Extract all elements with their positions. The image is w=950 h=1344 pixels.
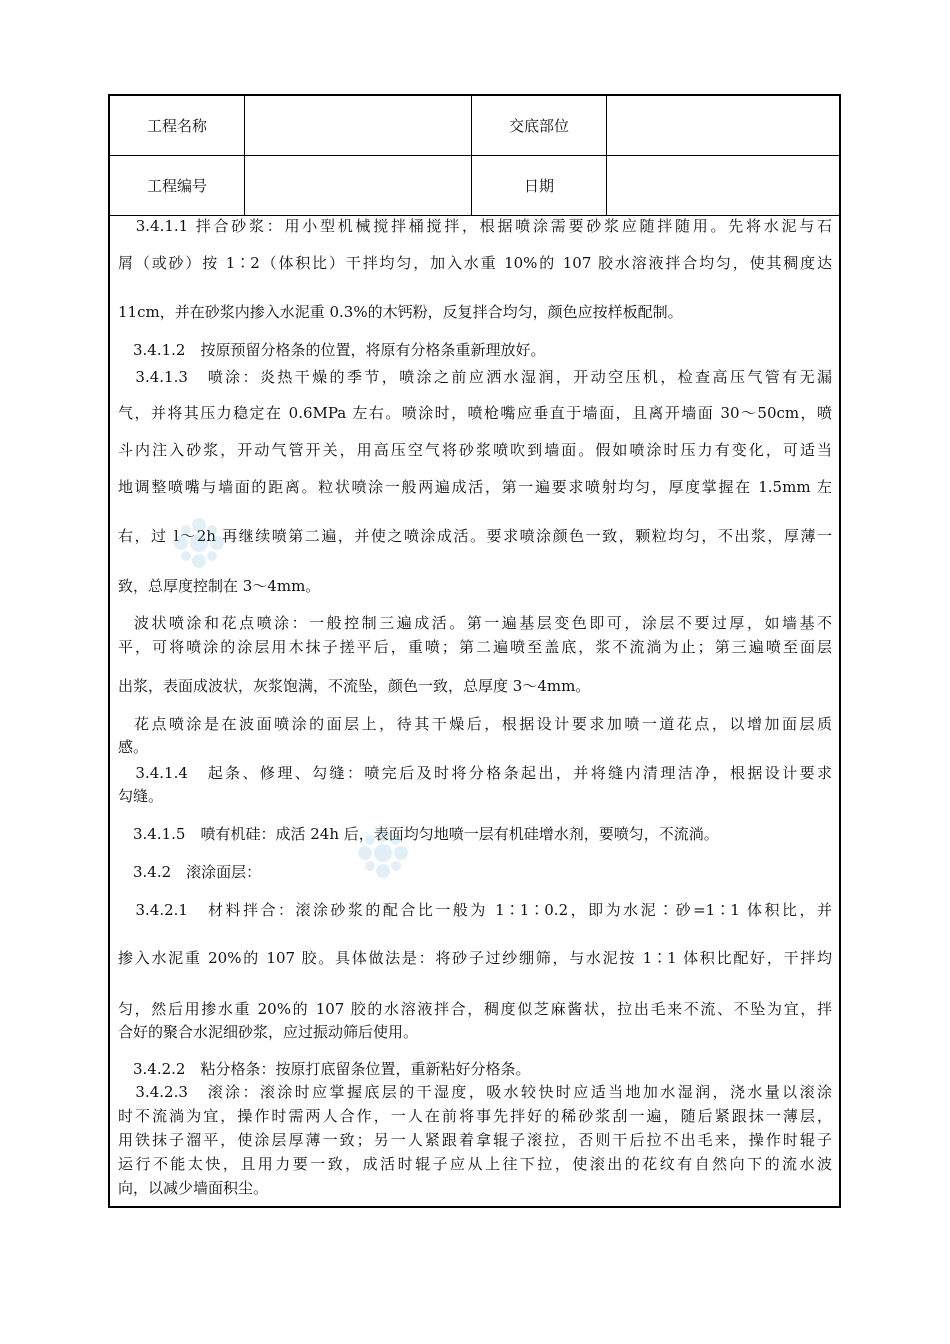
- body-line: 3.4.1.4 起条、修理、勾缝：喷完后及时将分格条起出，并将缝内清理洁净，根据设计要求: [118, 764, 832, 782]
- body-line: 平，可将喷涂的涂层用木抹子搓平后，重喷；第二遍喷至盖底，浆不流淌为止；第三遍喷至面层: [118, 638, 832, 656]
- body-line: 3.4.2.2 粘分格条：按原打底留条位置，重新粘好分格条。: [118, 1060, 531, 1078]
- body-line: 花点喷涂是在波面喷涂的面层上，待其干燥后，根据设计要求加喷一道花点，以增加面层质: [134, 715, 832, 733]
- body-line: 3.4.1.5 喷有机硅：成活 24h 后，表面均匀地喷一层有机硅增水剂，要喷匀，不流淌。: [118, 825, 719, 843]
- body-line: 气，并将其压力稳定在 0.6MPa 左右。喷涂时，喷枪嘴应垂直于墙面，且离开墙面 30～50cm，喷: [118, 404, 832, 422]
- disclosure-form: [108, 94, 841, 1208]
- body-line: 波状喷涂和花点喷涂：一般控制三遍成活。第一遍基层变色即可，涂层不要过厚，如墙基不: [134, 614, 832, 632]
- header-row-2: [110, 155, 839, 216]
- body-line: 出浆，表面成波状，灰浆饱满，不流坠，颜色一致，总厚度 3～4mm。: [118, 677, 591, 695]
- body-line: 用铁抹子溜平，使涂层厚薄一致；另一人紧跟着拿辊子滚拉，否则干后拉不出毛来，操作时辊子: [118, 1131, 832, 1149]
- body-line: 时不流淌为宜，操作时需两人合作，一人在前将事先拌好的稀砂浆刮一遍，随后紧跟抹一薄层，: [118, 1107, 832, 1125]
- body-line: 地调整喷嘴与墙面的距离。粒状喷涂一般两遍成活，第一遍要求喷射均匀，厚度掌握在 1.5mm 左: [118, 478, 832, 496]
- body-line: 勾缝。: [118, 787, 164, 805]
- date-value: [607, 155, 839, 215]
- body-line: 斗内注入砂浆，开动气管开关，用高压空气将砂浆喷吹到墙面。假如喷涂时压力有变化，可适当: [118, 441, 832, 459]
- body-line: 3.4.1.2 按原预留分格条的位置，将原有分格条重新理放好。: [118, 341, 546, 359]
- project-no-value: [245, 155, 472, 215]
- body-line: 感。: [118, 738, 149, 756]
- body-line: 掺入水泥重 20%的 107 胶。具体做法是：将砂子过纱绷筛，与水泥按 1∶1 体积比配好，干拌均: [118, 949, 832, 967]
- body-line: 匀，然后用掺水重 20%的 107 胶的水溶液拌合，稠度似芝麻酱状，拉出毛来不流、不坠为宜，拌: [118, 1000, 832, 1018]
- body-line: 右，过 l～2h 再继续喷第二遍，并使之喷涂成活。要求喷涂颜色一致，颗粒均匀，不出浆，厚薄一: [118, 527, 832, 545]
- body-line: 3.4.2.1 材料拌合：滚涂砂浆的配合比一般为 1∶1∶0.2，即为水泥∶砂=1∶1 体积比，并: [118, 901, 832, 919]
- project-name-label: 工程名称: [110, 96, 245, 155]
- body-line: 11cm，并在砂浆内掺入水泥重 0.3%的木钙粉，反复拌合均匀，颜色应按样板配制。: [118, 303, 683, 321]
- project-name-value: [245, 96, 472, 155]
- body-line: 致，总厚度控制在 3～4mm。: [118, 577, 321, 595]
- body-line: 3.4.2.3 滚涂：滚涂时应掌握底层的干湿度，吸水较快时应适当地加水湿润，浇水量以滚涂: [118, 1083, 832, 1101]
- header-row-1: [110, 96, 839, 156]
- date-label: 日期: [472, 155, 607, 215]
- body-line: 合好的聚合水泥细砂浆，应过振动筛后使用。: [118, 1023, 419, 1041]
- snowflake-watermark-icon: [172, 516, 226, 570]
- body-line: 3.4.1.1 拌合砂浆：用小型机械搅拌桶搅拌，根据喷涂需要砂浆应随拌随用。先将水泥与石: [118, 217, 832, 235]
- body-line: 屑（或砂）按 1∶2（体积比）干拌均匀，加入水重 10%的 107 胶水溶液拌合均匀，使其稠度达: [118, 254, 832, 272]
- body-line: 3.4.2 滚涂面层：: [118, 863, 262, 881]
- location-label: 交底部位: [472, 96, 607, 155]
- body-line: 3.4.1.3 喷涂：炎热干燥的季节，喷涂之前应洒水湿润，开动空压机，检查高压气管有无漏: [118, 368, 832, 386]
- snowflake-watermark-icon: [356, 826, 410, 880]
- body-line: 运行不能太快，且用力要一致，成活时辊子应从上往下拉，使滚出的花纹有自然向下的流水波: [118, 1155, 832, 1173]
- body-line: 向，以减少墙面积尘。: [118, 1179, 269, 1197]
- project-no-label: 工程编号: [110, 155, 245, 215]
- location-value: [607, 96, 839, 155]
